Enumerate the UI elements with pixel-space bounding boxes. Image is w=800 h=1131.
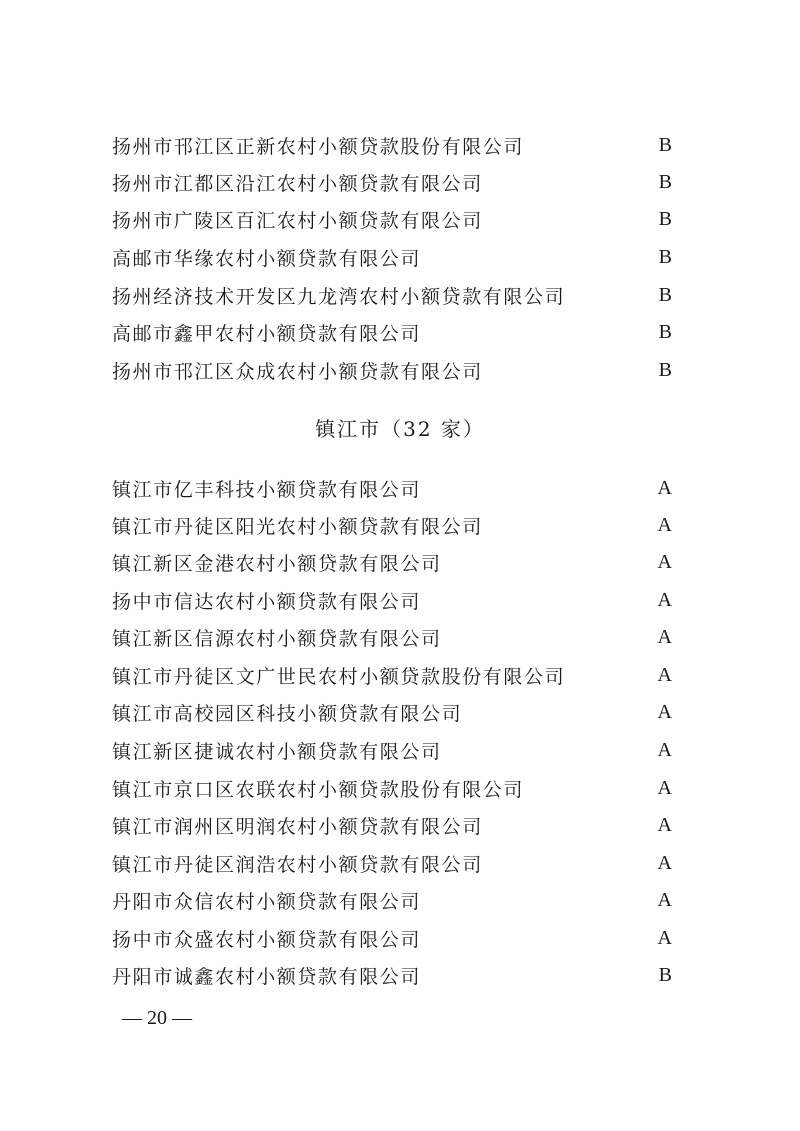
rating-grade: A: [657, 738, 672, 761]
rating-grade: B: [658, 283, 672, 306]
list-item: [112, 547, 672, 577]
company-name: 扬州市邗江区众成农村小额贷款有限公司: [112, 360, 483, 383]
list-item: [112, 773, 672, 803]
company-name: 扬州市邗江区正新农村小额贷款股份有限公司: [112, 135, 525, 158]
company-name: 镇江市丹徒区润浩农村小额贷款有限公司: [112, 853, 483, 876]
list-item: [112, 510, 672, 540]
list-item: [112, 923, 672, 953]
list-item: [112, 473, 672, 503]
section-heading: 镇江市（32 家）: [315, 417, 485, 441]
rating-grade: B: [658, 170, 672, 193]
list-item: [112, 280, 672, 310]
rating-grade: A: [657, 588, 672, 611]
list-item: [112, 622, 672, 652]
page-number: — 20 —: [122, 1007, 192, 1029]
list-item: [112, 810, 672, 840]
list-item: [112, 204, 672, 234]
list-item: [112, 130, 672, 160]
rating-grade: B: [658, 133, 672, 156]
rating-grade: A: [657, 550, 672, 573]
list-item: [112, 697, 672, 727]
list-item: [112, 355, 672, 385]
company-name: 镇江市丹徒区文广世民农村小额贷款股份有限公司: [112, 665, 566, 688]
list-item: [112, 848, 672, 878]
list-item: [112, 317, 672, 347]
company-name: 镇江市高校园区科技小额贷款有限公司: [112, 702, 463, 725]
rating-grade: A: [657, 663, 672, 686]
company-name: 镇江市丹徒区阳光农村小额贷款有限公司: [112, 515, 483, 538]
rating-grade: A: [657, 700, 672, 723]
list-item: [112, 885, 672, 915]
rating-grade: A: [657, 476, 672, 499]
company-name: 镇江新区金港农村小额贷款有限公司: [112, 552, 442, 575]
rating-grade: A: [657, 625, 672, 648]
company-name: 扬州经济技术开发区九龙湾农村小额贷款有限公司: [112, 285, 566, 308]
list-item: [112, 242, 672, 272]
company-name: 镇江市京口区农联农村小额贷款股份有限公司: [112, 778, 525, 801]
list-item: [112, 735, 672, 765]
company-name: 高邮市鑫甲农村小额贷款有限公司: [112, 322, 422, 345]
company-name: 镇江新区信源农村小额贷款有限公司: [112, 627, 442, 650]
rating-grade: B: [658, 963, 672, 986]
list-item: [112, 660, 672, 690]
company-name: 镇江市亿丰科技小额贷款有限公司: [112, 478, 422, 501]
company-name: 丹阳市众信农村小额贷款有限公司: [112, 890, 422, 913]
list-item: [112, 585, 672, 615]
rating-grade: B: [658, 207, 672, 230]
list-item: [112, 960, 672, 990]
company-name: 扬州市广陵区百汇农村小额贷款有限公司: [112, 209, 483, 232]
rating-grade: A: [657, 851, 672, 874]
company-name: 扬州市江都区沿江农村小额贷款有限公司: [112, 172, 483, 195]
list-item: [112, 167, 672, 197]
rating-grade: B: [658, 358, 672, 381]
company-name: 镇江新区捷诚农村小额贷款有限公司: [112, 740, 442, 763]
company-name: 镇江市润州区明润农村小额贷款有限公司: [112, 815, 483, 838]
rating-grade: A: [657, 926, 672, 949]
company-name: 高邮市华缘农村小额贷款有限公司: [112, 247, 422, 270]
rating-grade: A: [657, 888, 672, 911]
company-name: 扬中市众盛农村小额贷款有限公司: [112, 928, 422, 951]
rating-grade: A: [657, 776, 672, 799]
rating-grade: B: [658, 320, 672, 343]
rating-grade: B: [658, 245, 672, 268]
rating-grade: A: [657, 513, 672, 536]
rating-grade: A: [657, 813, 672, 836]
company-name: 扬中市信达农村小额贷款有限公司: [112, 590, 422, 613]
company-name: 丹阳市诚鑫农村小额贷款有限公司: [112, 965, 422, 988]
